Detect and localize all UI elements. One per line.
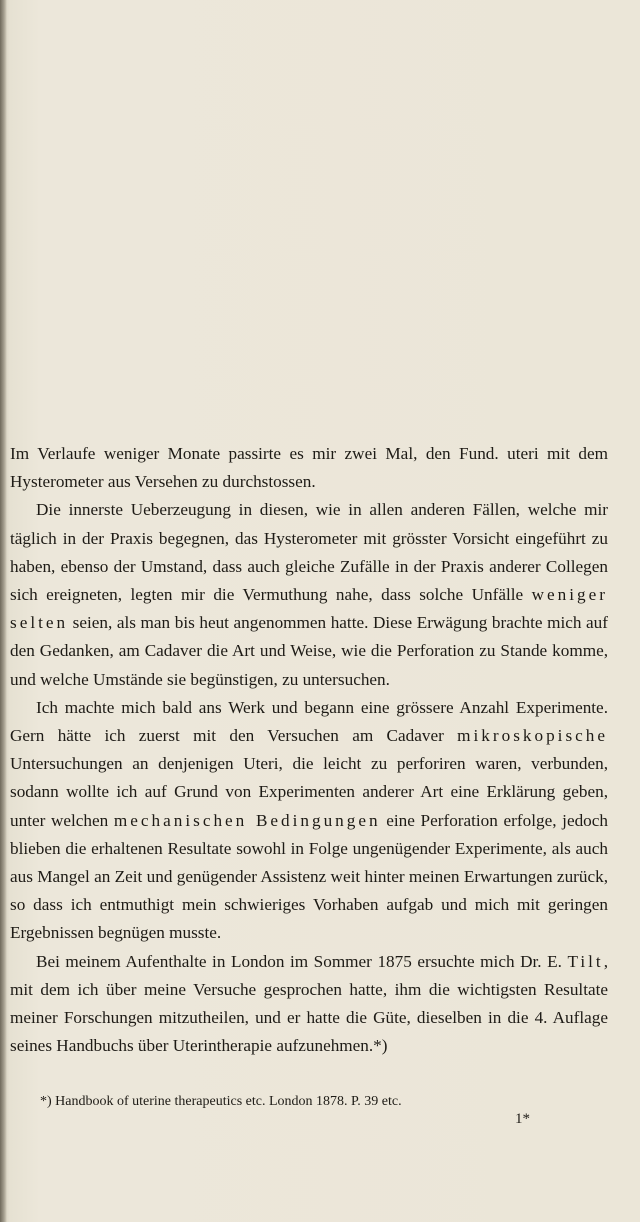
paragraph-4-emphasis: Tilt (567, 951, 604, 971)
paragraph-4 (10, 948, 608, 1061)
paragraph-2 (10, 496, 608, 693)
paragraph-4-text-a: Bei meinem Aufenthalte in London im Sommer 1875 ersuchte mich Dr. E. (36, 951, 568, 971)
paragraph-1-text: Im Verlaufe weniger Monate passirte es mir zwei Mal, den Fund. uteri mit dem Hysterometer aus Versehen zu durchstossen. (10, 444, 608, 492)
paragraph-1 (10, 440, 608, 496)
paragraph-2-text-a: Die innerste Ueberzeugung in diesen, wie in allen anderen Fällen, welche mir täglich in der Praxis begegnen, das Hysterometer mit grösster Vorsicht eingeführt zu haben, ebenso der Umstand, dass auch gleiche Zufälle in der Praxis anderer Collegen sich ereigneten, legten mir die Vermuthung nahe, dass solche Unfälle (10, 500, 608, 605)
paragraph-2-emphasis: weniger selten (10, 585, 608, 633)
paragraph-3 (10, 694, 608, 948)
main-text (10, 440, 608, 1060)
paragraph-3-emphasis-1: mikroskopische (457, 726, 608, 746)
page-binding-edge (0, 0, 7, 1222)
paragraph-3-emphasis-2: mechanischen Bedingungen (113, 810, 381, 830)
paragraph-3-text-b: Untersuchungen an denjenigen Uteri, die leicht zu perforiren waren, verbunden, sodann wollte ich auf Grund von Experimenten anderer Art eine Erklärung geben, unter welchen (10, 754, 608, 830)
footnote: *) Handbook of uterine therapeutics etc. London 1878. P. 39 etc. (40, 1094, 402, 1109)
paragraph-2-text-b: seien, als man bis heut angenommen hatte. Diese Erwägung brachte mich auf den Gedanken, am Cadaver die Art und Weise, wie die Perforation zu Stande komme, und welche Umstände sie begünstigen, zu untersuchen. (10, 613, 608, 689)
paragraph-4-text-b: , mit dem ich über meine Versuche gesprochen hatte, ihm die wichtigsten Resultate meiner Forschungen mitzutheilen, und er hatte die Güte, dieselben in die 4. Auflage seines Handbuchs über Uterintherapie aufzunehmen.*) (10, 951, 608, 1056)
printer-signature-mark: 1* (515, 1111, 530, 1127)
paragraph-3-text-c: eine Perforation erfolge, jedoch blieben die erhaltenen Resultate sowohl in Folge ungenügender Experimente, als auch aus Mangel an Zeit und genügender Assistenz weit hinter meinen Erwartungen zurück, so dass ich entmuthigt mein schwieriges Vorhaben aufgab und mich mit geringen Ergebnissen begnügen musste. (10, 810, 608, 943)
paragraph-3-text-a: Ich machte mich bald ans Werk und begann eine grössere Anzahl Experimente. Gern hätte ich zuerst mit den Versuchen am Cadaver (10, 697, 608, 746)
